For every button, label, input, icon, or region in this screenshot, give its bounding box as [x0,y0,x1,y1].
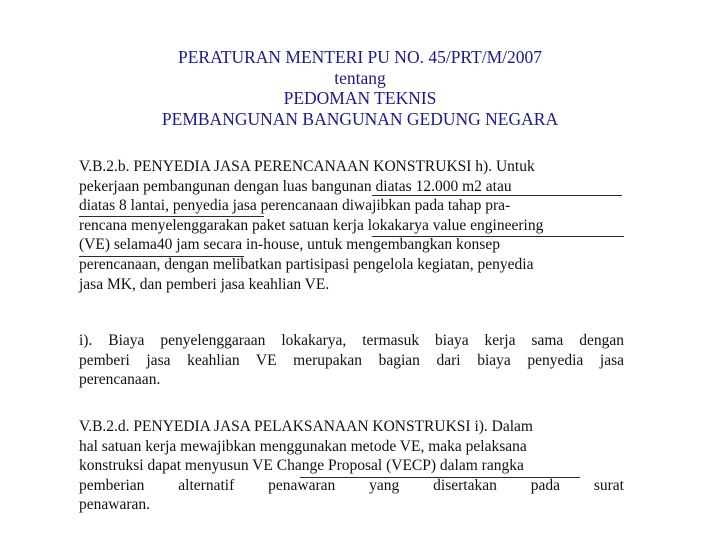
paragraph-line: pemberi jasa keahlian VE merupakan bagian dari biaya penyedia jasa [79,351,624,369]
paragraph-line: hal satuan kerja mewajibkan menggunakan metode VE, maka pelaksana [79,437,527,455]
paragraph-pelaksanaan [79,417,624,515]
regulation-connector: tentang [334,67,386,88]
paragraph-line: perencanaan, dengan melibatkan partisipasi pengelola kegiatan, penyedia [79,255,534,273]
underline-annotation [372,236,624,237]
paragraph-line: V.B.2.d. PENYEDIA JASA PELAKSANAAN KONSTRUKSI i). Dalam [79,418,533,435]
underline-annotation [372,195,622,196]
regulation-subject: PEDOMAN TEKNIS [283,88,437,108]
paragraph-line: perencanaan. [79,371,161,389]
underline-annotation [79,216,264,217]
regulation-title: PERATURAN MENTERI PU NO. 45/PRT/M/2007 [177,47,543,67]
paragraph-line: jasa MK, dan pemberi jasa keahlian VE. [79,275,330,293]
paragraph-line: V.B.2.b. PENYEDIA JASA PERENCANAAN KONSTRUKSI h). Untuk [79,158,535,175]
underline-annotation [300,477,580,478]
paragraph-line: i). Biaya penyelenggaraan lokakarya, termasuk biaya kerja sama dengan [79,332,624,349]
paragraph-perencanaan [79,157,624,294]
paragraph-line: (VE) selama40 jam secara in-house, untuk mengembangkan konsep [79,236,500,254]
paragraph-line: konstruksi dapat menyusun VE Change Proposal (VECP) dalam rangka [79,457,524,475]
document-header [0,47,720,129]
paragraph-line: pekerjaan pembangunan dengan luas bangunan diatas 12.000 m2 atau [79,177,512,195]
paragraph-line: rencana menyelenggarakan paket satuan kerja lokakarya value engineering [79,216,544,234]
regulation-subject-detail: PEMBANGUNAN BANGUNAN GEDUNG NEGARA [161,108,559,129]
paragraph-line: diatas 8 lantai, penyedia jasa perencanaan diwajibkan pada tahap pra- [79,197,511,215]
underline-annotation [79,256,244,257]
paragraph-line: penawaran. [79,496,150,514]
paragraph-line: pemberian alternatif penawaran yang disertakan pada surat [79,476,624,494]
paragraph-biaya [79,331,624,390]
